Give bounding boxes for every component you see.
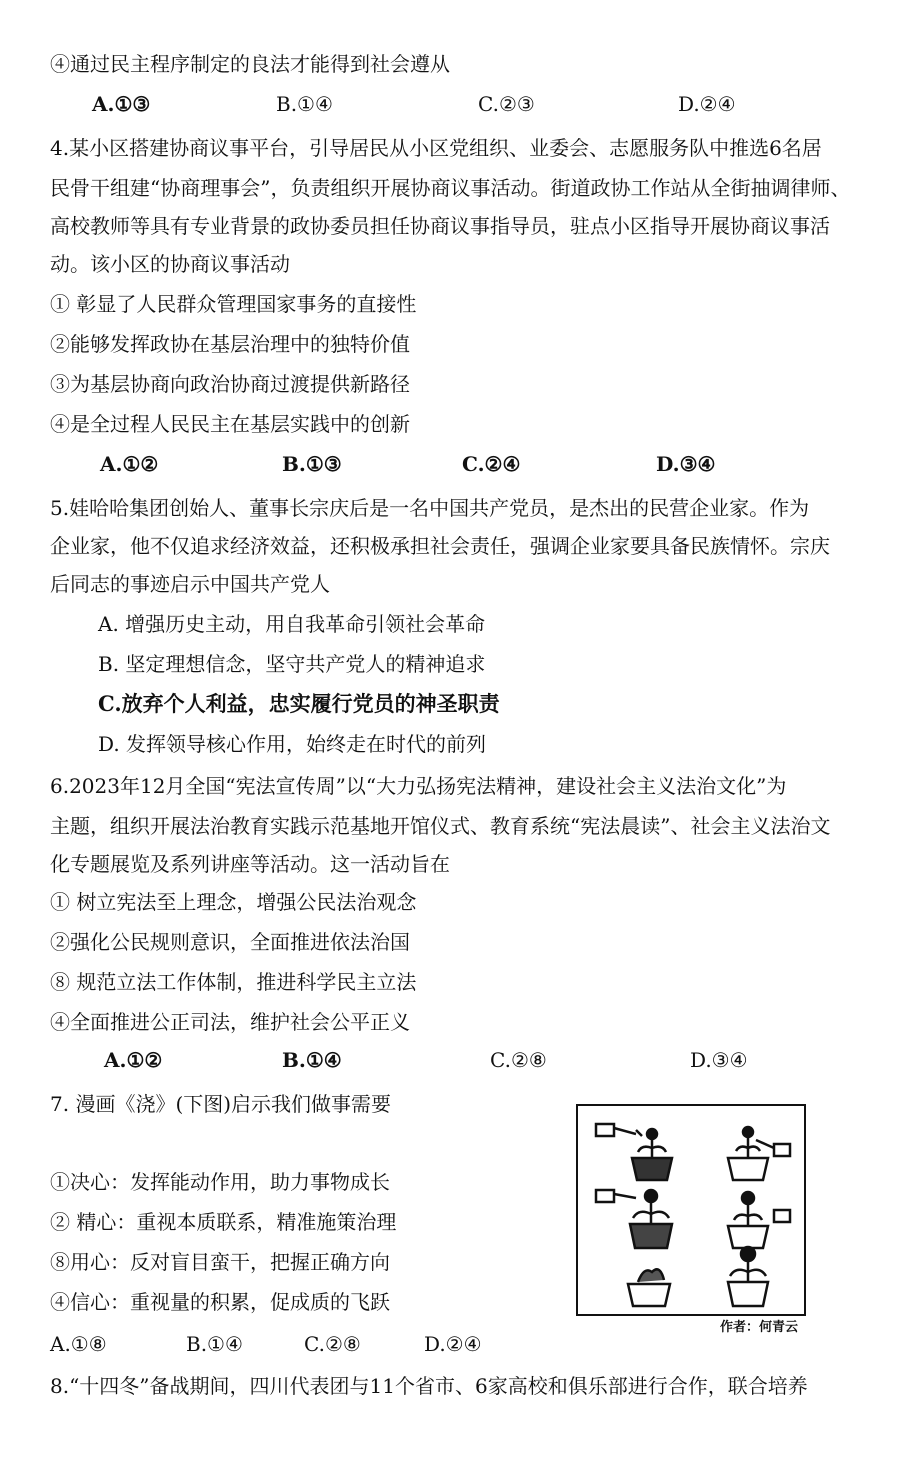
q4-item-1: ① 彰显了人民群众管理国家事务的直接性 (50, 292, 417, 316)
cartoon-caption: 作者：何青云 (720, 1320, 799, 1335)
q5-option-a: A. 增强历史主动，用自我革命引领社会革命 (98, 612, 486, 636)
q5-option-b: B. 坚定理想信念，坚守共产党人的精神追求 (98, 652, 486, 676)
q6-stem-line-1: 6.2023年12月全国“宪法宣传周”以“大力弘扬宪法精神，建设社会主义法治文化”为 (50, 774, 787, 798)
q4-item-2: ②能够发挥政协在基层治理中的独特价值 (50, 332, 410, 356)
q7-option-a: A.①⑧ (50, 1332, 107, 1356)
cartoon-drawing (578, 1106, 804, 1314)
q3-option-a: A.①③ (92, 92, 151, 116)
potted-plant-icon (728, 1127, 768, 1180)
watering-can-icon (596, 1190, 636, 1202)
q6-item-3: ⑧ 规范立法工作体制，推进科学民主立法 (50, 970, 417, 994)
watering-can-icon (756, 1140, 790, 1156)
q4-option-a: A.①② (100, 452, 159, 476)
q5-stem-line-1: 5.娃哈哈集团创始人、董事长宗庆后是一名中国共产党员，是杰出的民营企业家。作为 (50, 496, 810, 520)
q6-item-2: ②强化公民规则意识，全面推进依法治国 (50, 930, 410, 954)
q7-stem: 7. 漫画《浇》(下图)启示我们做事需要 (50, 1092, 392, 1116)
potted-plant-icon (628, 1269, 670, 1306)
q4-stem-line-3: 高校教师等具有专业背景的政协委员担任协商议事指导员，驻点小区指导开展协商议事活 (50, 214, 830, 238)
potted-plant-icon (728, 1192, 768, 1248)
potted-plant-icon (632, 1129, 672, 1180)
q7-item-3: ⑧用心：反对盲目蛮干，把握正确方向 (50, 1250, 390, 1274)
q4-item-3: ③为基层协商向政治协商过渡提供新路径 (50, 372, 410, 396)
q7-item-4: ④信心：重视量的积累，促成质的飞跃 (50, 1290, 390, 1314)
q8-stem: 8.“十四冬”备战期间，四川代表团与11个省市、6家高校和俱乐部进行合作，联合培养 (50, 1374, 808, 1398)
q4-stem-line-2: 民骨干组建“协商理事会”，负责组织开展协商议事活动。街道政协工作站从全街抽调律师、 (50, 176, 851, 200)
q3-option-c: C.②③ (478, 92, 535, 116)
q7-option-d: D.②④ (424, 1332, 482, 1356)
q5-option-c: C.放弃个人利益，忠实履行党员的神圣职责 (98, 691, 500, 716)
q7-option-c: C.②⑧ (304, 1332, 361, 1356)
q7-item-1: ①决心：发挥能动作用，助力事物成长 (50, 1170, 390, 1194)
q6-option-d: D.③④ (690, 1048, 748, 1072)
q4-option-b: B.①③ (282, 452, 342, 476)
q7-option-b: B.①④ (186, 1332, 243, 1356)
potted-plant-icon (728, 1247, 768, 1306)
q4-item-4: ④是全过程人民民主在基层实践中的创新 (50, 412, 410, 436)
q5-stem-line-2: 企业家，他不仅追求经济效益，还积极承担社会责任，强调企业家要具备民族情怀。宗庆 (50, 534, 830, 558)
q6-stem-line-2: 主题，组织开展法治教育实践示范基地开馆仪式、教育系统“宪法晨读”、社会主义法治文 (50, 814, 831, 838)
q7-item-2: ② 精心：重视本质联系，精准施策治理 (50, 1210, 397, 1234)
watering-can-icon (596, 1124, 642, 1136)
q6-item-1: ① 树立宪法至上理念，增强公民法治观念 (50, 890, 417, 914)
q3-item-4: ④通过民主程序制定的良法才能得到社会遵从 (50, 52, 450, 76)
q6-option-a: A.①② (104, 1048, 163, 1072)
q5-stem-line-3: 后同志的事迹启示中国共产党人 (50, 572, 330, 596)
q6-option-b: B.①④ (282, 1048, 342, 1072)
q5-option-d: D. 发挥领导核心作用，始终走在时代的前列 (98, 732, 487, 756)
q6-stem-line-3: 化专题展览及系列讲座等活动。这一活动旨在 (50, 852, 450, 876)
q6-option-c: C.②⑧ (490, 1048, 547, 1072)
q4-stem-line-4: 动。该小区的协商议事活动 (50, 252, 290, 276)
potted-plant-icon (630, 1190, 672, 1248)
q4-option-d: D.③④ (656, 452, 716, 476)
q6-item-4: ④全面推进公正司法，维护社会公平正义 (50, 1010, 410, 1034)
q3-option-b: B.①④ (276, 92, 333, 116)
q4-option-c: C.②④ (462, 452, 521, 476)
cartoon-image (576, 1104, 806, 1316)
q3-option-d: D.②④ (678, 92, 736, 116)
q4-stem-line-1: 4.某小区搭建协商议事平台，引导居民从小区党组织、业委会、志愿服务队中推选6名居 (50, 136, 822, 160)
watering-can-icon (774, 1210, 790, 1222)
